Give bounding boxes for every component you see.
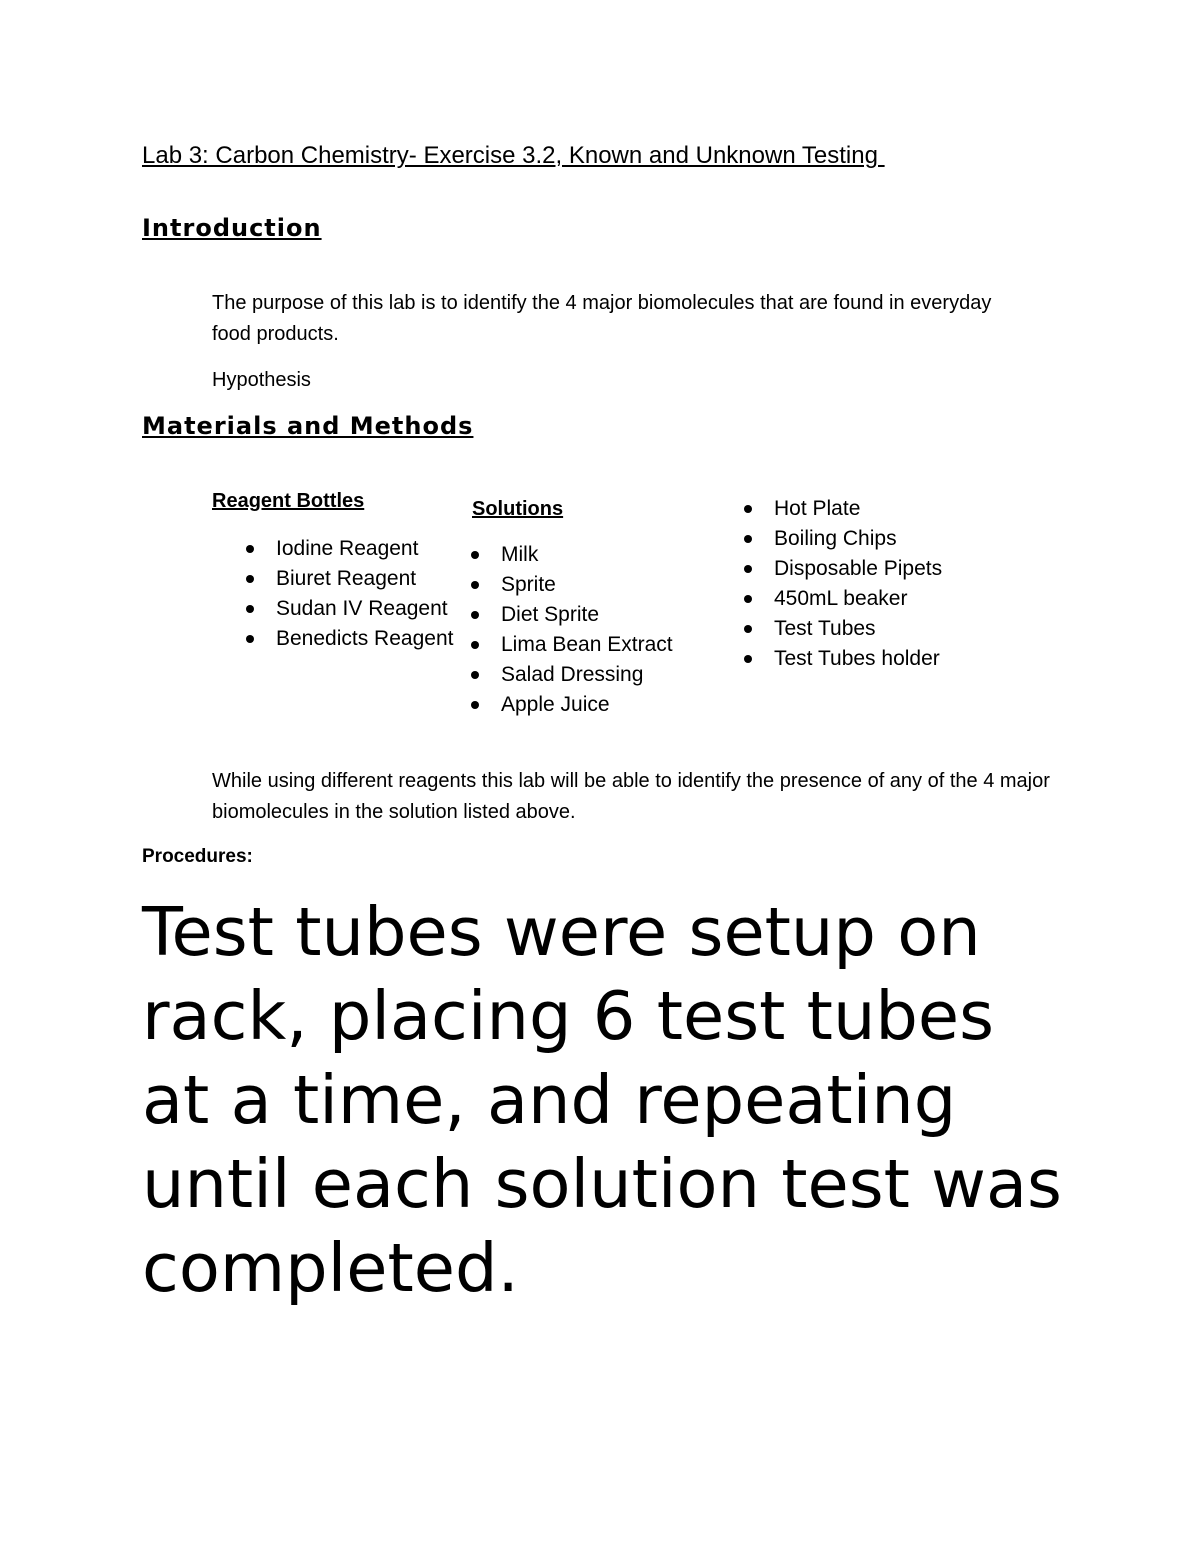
bullet-icon: [744, 595, 752, 603]
list-item-label: Disposable Pipets: [774, 557, 943, 580]
list-item: [240, 534, 453, 564]
list-item-label: Sudan IV Reagent: [276, 597, 448, 620]
bullet-icon: [471, 701, 479, 709]
materials-summary-paragraph: While using different reagents this lab will be able to identify the presence of any of the 4 major biomolecules in the solution listed above.: [212, 770, 1050, 823]
bullet-icon: [744, 565, 752, 573]
list-item: [465, 660, 673, 690]
bullet-icon: [246, 575, 254, 583]
list-item: [738, 614, 942, 644]
list-item: [738, 584, 942, 614]
equipment-list: [738, 494, 942, 674]
solutions-heading: Solutions: [472, 498, 564, 520]
materials-methods-heading: Materials and Methods: [142, 412, 474, 440]
list-item-label: Lima Bean Extract: [501, 633, 673, 656]
list-item-label: Benedicts Reagent: [276, 627, 454, 650]
bullet-icon: [744, 655, 752, 663]
list-item: [738, 524, 942, 554]
purpose-paragraph: The purpose of this lab is to identify the 4 major biomolecules that are found in everyday food products.: [212, 292, 992, 345]
list-item: [465, 630, 673, 660]
list-item-label: Salad Dressing: [501, 663, 644, 686]
bullet-icon: [471, 671, 479, 679]
bullet-icon: [246, 545, 254, 553]
list-item: [738, 554, 942, 584]
solutions-list: [465, 540, 673, 720]
procedures-label: Procedures:: [142, 846, 253, 867]
procedures-text: Test tubes were setup on rack, placing 6 test tubes at a time, and repeating until each solution test was completed.: [142, 893, 1062, 1307]
reagent-bottles-list: [240, 534, 453, 654]
bullet-icon: [246, 635, 254, 643]
list-item-label: Diet Sprite: [501, 603, 600, 626]
bullet-icon: [471, 611, 479, 619]
list-item: [240, 624, 453, 654]
list-item: [240, 594, 453, 624]
list-item-label: Iodine Reagent: [276, 537, 419, 560]
bullet-icon: [471, 641, 479, 649]
bullet-icon: [471, 551, 479, 559]
list-item-label: Apple Juice: [501, 693, 610, 716]
bullet-icon: [471, 581, 479, 589]
reagent-bottles-heading: Reagent Bottles: [212, 490, 365, 512]
bullet-icon: [744, 505, 752, 513]
list-item-label: Hot Plate: [774, 497, 861, 520]
list-item: [465, 540, 673, 570]
document-title: Lab 3: Carbon Chemistry- Exercise 3.2, Known and Unknown Testing: [142, 142, 885, 169]
introduction-heading: Introduction: [142, 214, 322, 242]
list-item-label: 450mL beaker: [774, 587, 908, 610]
list-item: [240, 564, 453, 594]
list-item: [738, 644, 942, 674]
list-item: [738, 494, 942, 524]
list-item-label: Biuret Reagent: [276, 567, 417, 590]
list-item-label: Milk: [501, 543, 539, 566]
list-item: [465, 600, 673, 630]
bullet-icon: [246, 605, 254, 613]
list-item: [465, 570, 673, 600]
bullet-icon: [744, 535, 752, 543]
list-item: [465, 690, 673, 720]
bullet-icon: [744, 625, 752, 633]
list-item-label: Test Tubes holder: [774, 647, 940, 670]
list-item-label: Sprite: [501, 573, 556, 596]
list-item-label: Test Tubes: [774, 617, 876, 640]
hypothesis-label: Hypothesis: [212, 369, 311, 391]
list-item-label: Boiling Chips: [774, 527, 897, 550]
